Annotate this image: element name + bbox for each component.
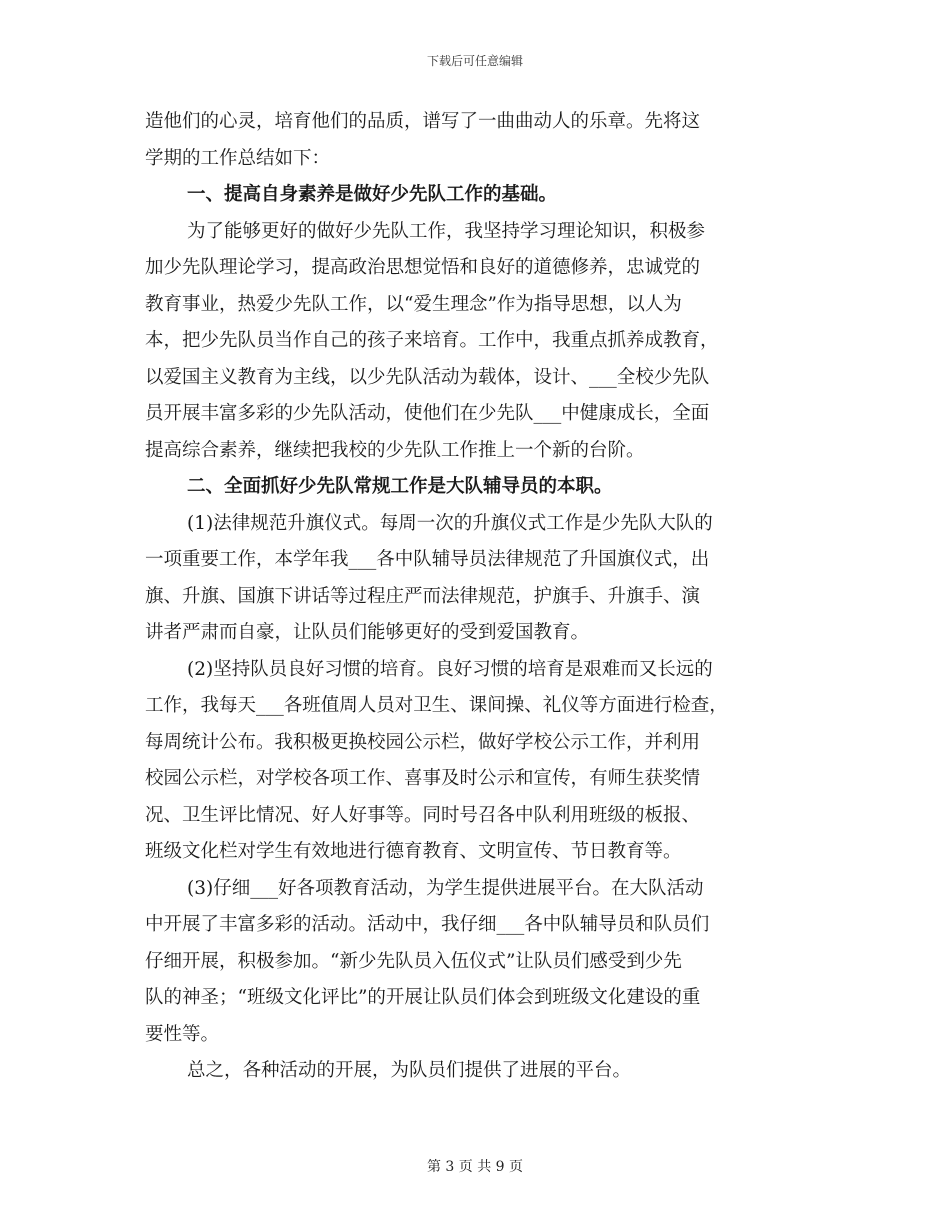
document-body: [145, 104, 810, 1090]
paragraph-start: (2)坚持队员良好习惯的培育。良好习惯的培育是艰难而又长远的: [187, 658, 713, 680]
text-line: 学期的工作总结如下：: [145, 147, 331, 169]
text-line: 旗、升旗、国旗下讲话等过程庄严而法律规范，护旗手、升旗手、演: [145, 585, 701, 607]
text-line: 加少先队理论学习，提高政治思想觉悟和良好的道德修养，忠诚党的: [145, 257, 701, 278]
text-line: 造他们的心灵，培育他们的品质，谱写了一曲曲动人的乐章。先将这: [145, 111, 701, 132]
text-line: 讲者严肃而自豪，让队员们能够更好的受到爱国教育。: [145, 622, 590, 643]
text-line: 员开展丰富多彩的少先队活动，使他们在少先队___中健康成长，全面: [145, 403, 710, 424]
page-header: 下载后可任意编辑: [426, 54, 523, 68]
text-line: 工作，我每天___各班值周人员对卫生、课间操、礼仪等方面进行检查，: [145, 695, 728, 716]
paragraph-start: (3)仔细___好各项教育活动，为学生提供进展平台。在大队活动: [187, 877, 704, 899]
paragraph-start: 总之，各种活动的开展，为队员们提供了进展的平台。: [187, 1060, 632, 1081]
paragraph-start: 为了能够更好的做好少先队工作，我坚持学习理论知识，积极参: [187, 220, 706, 242]
text-line: 以爱国主义教育为主线，以少先队活动为载体，设计、___全校少先队: [145, 366, 710, 388]
text-line: 班级文化栏对学生有效地进行德育教育、文明宣传、节日教育等。: [145, 841, 682, 862]
text-line: 队的神圣；“班级文化评比”的开展让队员们体会到班级文化建设的重: [145, 987, 701, 1008]
text-line: 提高综合素养，继续把我校的少先队工作推上一个新的台阶。: [145, 439, 645, 461]
section-heading: 一、提高自身素养是做好少先队工作的基础。: [187, 184, 558, 205]
text-line: 本，把少先队员当作自己的孩子来培育。工作中，我重点抓养成教育，: [145, 330, 719, 351]
text-line: 要性等。: [145, 1023, 220, 1045]
text-line: 中开展了丰富多彩的活动。活动中，我仔细___各中队辅导员和队员们: [145, 914, 710, 935]
text-line: 仔细开展，积极参加。“新少先队员入伍仪式”让队员们感受到少先: [145, 950, 682, 972]
text-line: 一项重要工作，本学年我___各中队辅导员法律规范了升国旗仪式，出: [145, 549, 710, 570]
section-heading: 二、全面抓好少先队常规工作是大队辅导员的本职。: [187, 476, 613, 497]
paragraph-start: (1)法律规范升旗仪式。每周一次的升旗仪式工作是少先队大队的: [187, 512, 713, 534]
text-line: 每周统计公布。我积极更换校园公示栏，做好学校公示工作，并利用: [145, 731, 701, 753]
text-line: 况、卫生评比情况、好人好事等。同时号召各中队利用班级的板报、: [145, 804, 701, 826]
page-footer: 第 3 页 共 9 页: [426, 1159, 524, 1175]
text-line: 校园公示栏，对学校各项工作、喜事及时公示和宣传，有师生获奖情: [145, 768, 701, 789]
text-line: 教育事业，热爱少先队工作，以“爱生理念”作为指导思想，以人为: [145, 293, 682, 315]
